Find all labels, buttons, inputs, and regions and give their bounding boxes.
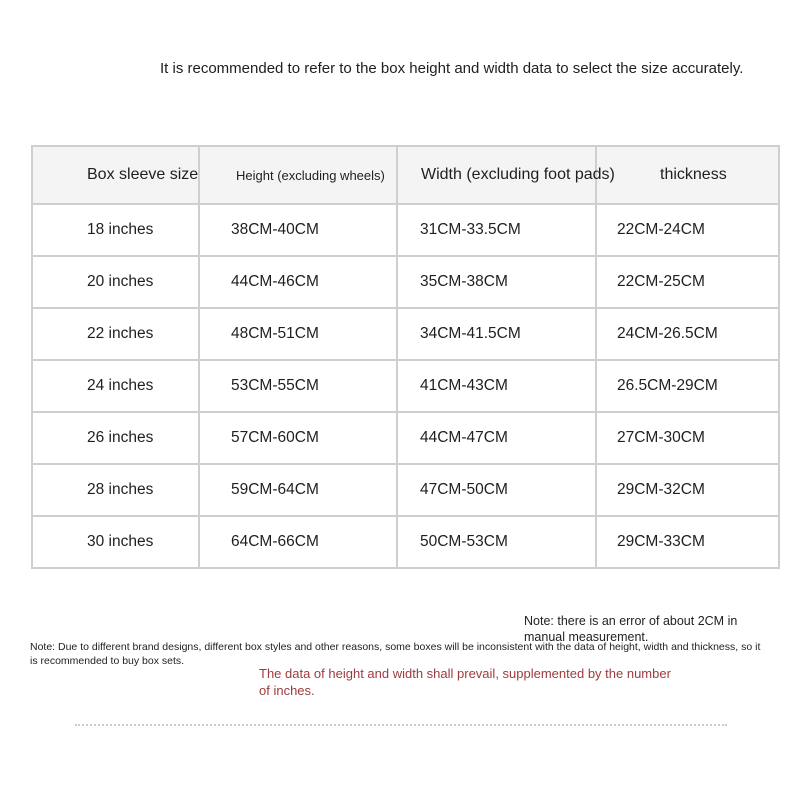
cell-thickness: 22CM-24CM [596,204,779,256]
cell-height: 53CM-55CM [199,360,397,412]
cell-size: 30 inches [32,516,199,568]
cell-size: 26 inches [32,412,199,464]
table-row [32,516,779,568]
cell-width: 34CM-41.5CM [397,308,596,360]
cell-width: 47CM-50CM [397,464,596,516]
table-row [32,256,779,308]
table-row [32,412,779,464]
cell-height: 44CM-46CM [199,256,397,308]
prevail-note: The data of height and width shall prevail, supplemented by the number of inches. [259,666,671,698]
cell-thickness: 29CM-32CM [596,464,779,516]
cell-width: 31CM-33.5CM [397,204,596,256]
table-row [32,360,779,412]
table-row [32,464,779,516]
cell-width: 41CM-43CM [397,360,596,412]
cell-size: 22 inches [32,308,199,360]
cell-thickness: 24CM-26.5CM [596,308,779,360]
cell-size: 28 inches [32,464,199,516]
cell-width: 50CM-53CM [397,516,596,568]
size-table [31,145,780,569]
header-height: Height (excluding wheels) [199,146,397,204]
cell-size: 20 inches [32,256,199,308]
cell-height: 48CM-51CM [199,308,397,360]
intro-text: It is recommended to refer to the box height and width data to select the size accurately. [160,60,744,77]
measurement-error-note: Note: there is an error of about 2CM in manual measurement. [524,614,738,644]
cell-thickness: 27CM-30CM [596,412,779,464]
table-row [32,308,779,360]
header-thickness: thickness [596,146,779,204]
table-row [32,204,779,256]
brand-difference-note: Note: Due to different brand designs, different box styles and other reasons, some boxes will be inconsistent with the data of height, width and thickness, so it is recommended to buy box sets. [30,641,761,667]
cell-width: 44CM-47CM [397,412,596,464]
header-box-size: Box sleeve size [32,146,199,204]
dotted-divider [75,724,727,726]
cell-height: 57CM-60CM [199,412,397,464]
cell-height: 64CM-66CM [199,516,397,568]
cell-thickness: 29CM-33CM [596,516,779,568]
cell-size: 24 inches [32,360,199,412]
cell-height: 59CM-64CM [199,464,397,516]
cell-thickness: 22CM-25CM [596,256,779,308]
cell-size: 18 inches [32,204,199,256]
cell-height: 38CM-40CM [199,204,397,256]
table-header-row [32,146,779,204]
header-width: Width (excluding foot pads) [397,146,596,204]
cell-thickness: 26.5CM-29CM [596,360,779,412]
cell-width: 35CM-38CM [397,256,596,308]
